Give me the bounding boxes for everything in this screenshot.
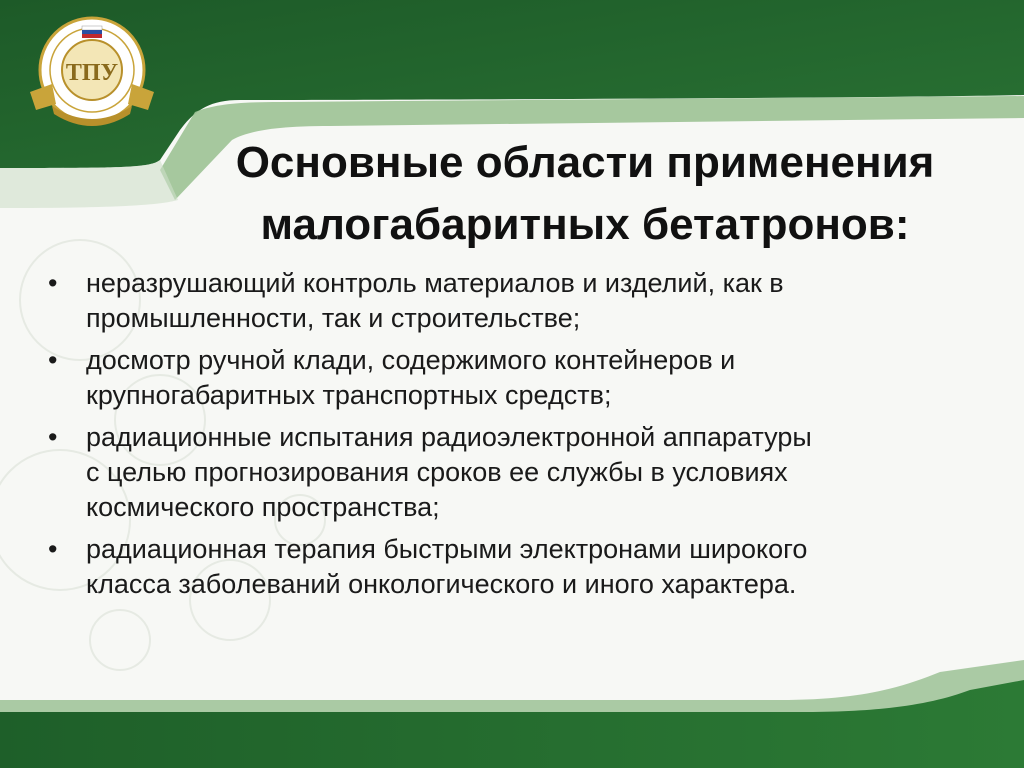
bullet-marker: •	[48, 345, 58, 375]
bullet-item	[40, 343, 970, 413]
bullet-list	[40, 266, 970, 609]
bullet-item	[40, 266, 970, 336]
bullet-item	[40, 420, 970, 525]
bullet-marker: •	[48, 422, 58, 452]
slide-title	[180, 132, 990, 256]
svg-text:ТПУ: ТПУ	[65, 60, 119, 86]
bullet-line: крупногабаритных транспортных средств;	[86, 380, 612, 410]
title-line-2: малогабаритных бетатронов:	[260, 200, 910, 249]
bullet-line: промышленности, так и строительстве;	[86, 303, 581, 333]
bullet-line: досмотр ручной клади, содержимого контейнеров и	[86, 345, 736, 375]
bullet-line: космического пространства;	[86, 492, 440, 522]
bullet-item	[40, 532, 970, 602]
bullet-marker: •	[48, 534, 58, 564]
bullet-line: радиационная терапия быстрыми электронами широкого	[86, 534, 808, 564]
title-line-1: Основные области применения	[235, 138, 935, 187]
bullet-line: с целью прогнозирования сроков ее службы в условиях	[86, 457, 788, 487]
bullet-line: радиационные испытания радиоэлектронной аппаратуры	[86, 422, 812, 452]
university-emblem-icon	[22, 14, 162, 136]
bullet-line: неразрушающий контроль материалов и изделий, как в	[86, 268, 784, 298]
bullet-line: класса заболеваний онкологического и иного характера.	[86, 569, 797, 599]
bullet-marker: •	[48, 268, 58, 298]
